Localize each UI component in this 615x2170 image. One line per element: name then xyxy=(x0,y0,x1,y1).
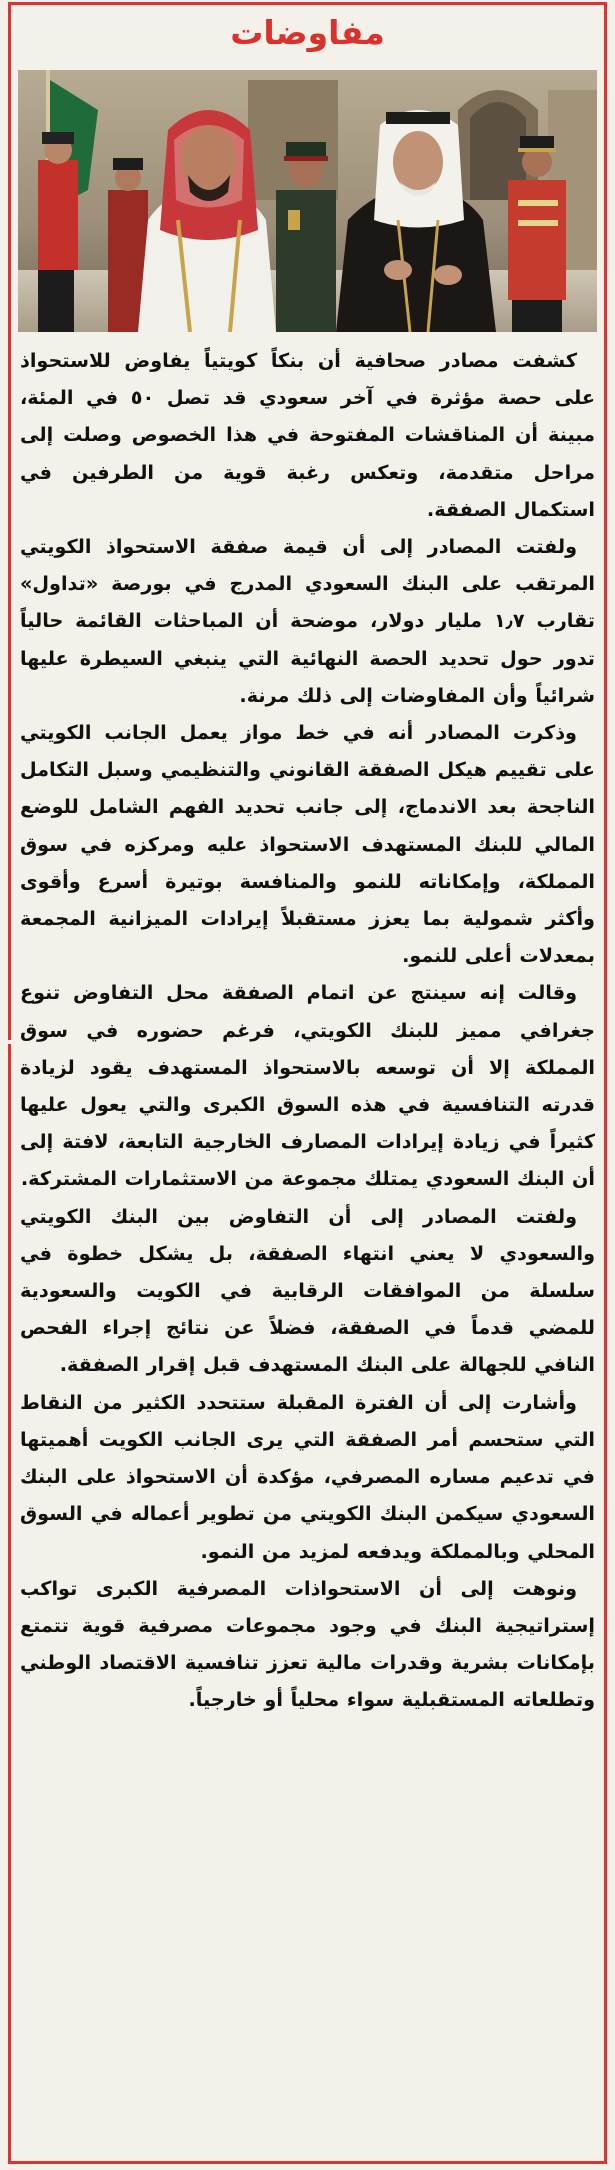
frame-notch xyxy=(5,1040,15,1044)
article-paragraph-1: كشفت مصادر صحافية أن بنكاً كويتياً يفاوض للاستحواذ على حصة مؤثرة في آخر سعودي قد تصل ٥٠ في المئة، مبينة أن المناقشات المفتوحة في هذا الخصوص وصلت إلى مراحل متقدمة، وتعكس رغبة قوية من الطرفين في استكمال الصفقة. xyxy=(20,349,595,521)
article-paragraph-7: ونوهت إلى أن الاستحواذات المصرفية الكبرى تواكب إستراتيجية البنك في وجود مجموعات مصرفية قوية تتمتع بإمكانات بشرية وقدرات مالية تعزز تنافسية الاقتصاد الوطني وتطلعاته المستقبلية سواء محلياً أو خارجياً. xyxy=(20,1576,595,1712)
article-paragraph-2: ولفتت المصادر إلى أن قيمة صفقة الاستحواذ الكويتي المرتقب على البنك السعودي المدرج في بورصة «تداول» تقارب ١٫٧ مليار دولار، موضحة أن المباحثات القائمة حالياً تدور حول تحديد الحصة النهائية التي ينبغي السيطرة عليها شرائياً وأن المفاوضات إلى ذلك مرنة. xyxy=(20,535,595,707)
article-paragraph-4: وقالت إنه سينتج عن اتمام الصفقة محل التفاوض تنوع جغرافي مميز للبنك الكويتي، فرغم حضوره في سوق المملكة إلا أن توسعه بالاستحواذ المستهدف يقود لزيادة قدرته التنافسية في هذه السوق الكبرى والتي يعول عليها كثيراً في زيادة إيرادات المصارف الخارجية التابعة، لافتة إلى أن البنك السعودي يمتلك مجموعة من الاستثمارات المشتركة. xyxy=(20,981,595,1191)
news-photo xyxy=(18,70,597,332)
article-paragraph-5: ولفتت المصادر إلى أن التفاوض بين البنك الكويتي والسعودي لا يعني انتهاء الصفقة، بل يشكل خطوة في سلسلة من الموافقات الرقابية في الكويت والسعودية للمضي قدماً في الصفقة، فضلاً عن نتائج إجراء الفحص النافي للجهالة على البنك المستهدف قبل إقرار الصفقة. xyxy=(20,1204,595,1377)
article-body xyxy=(20,342,595,2157)
headline: مفاوضات xyxy=(230,13,385,52)
article-paragraph-6: وأشارت إلى أن الفترة المقبلة ستتحدد الكثير من النقاط التي ستحسم أمر الصفقة التي يرى الجانب الكويت أهميتها في تدعيم مساره المصرفي، مؤكدة أن الاستحواذ على البنك السعودي سيكمن البنك الكويتي من تطوير أعماله في السوق المحلي وبالمملكة ويدفعه لمزيد من النمو. xyxy=(20,1390,595,1563)
article-paragraph-3: وذكرت المصادر أنه في خط مواز يعمل الجانب الكويتي على تقييم هيكل الصفقة القانوني والتنظيمي وسبل التكامل الناجحة بعد الاندماج، إلى جانب تحديد الفهم الشامل للوضع المالي للبنك المستهدف الاستحواذ عليه ومركزه في سوق المملكة، وإمكاناته للنمو والمنافسة بوتيرة أسرع وأقوى وأكثر شمولية بما يعزز مستقبلاً إيرادات الميزانية المجمعة بمعدلات أعلى للنمو. xyxy=(20,721,595,968)
photo-illustration-icon xyxy=(18,70,597,332)
